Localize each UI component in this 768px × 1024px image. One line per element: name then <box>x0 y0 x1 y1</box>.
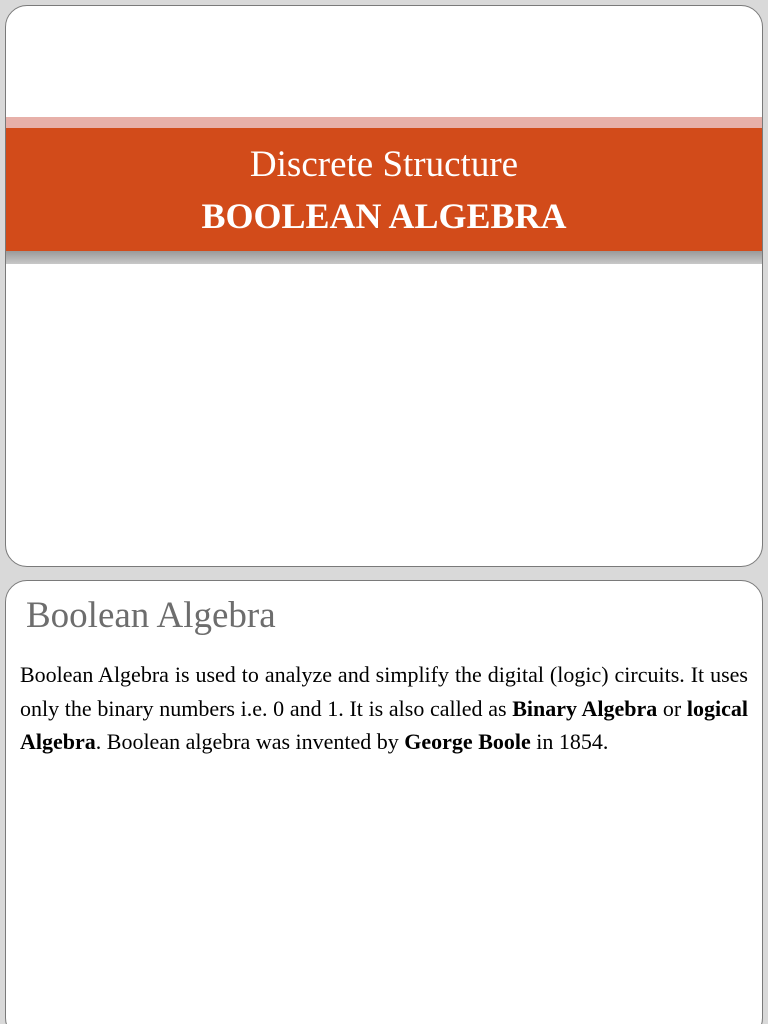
term-binary-algebra: Binary Algebra <box>512 695 658 721</box>
slide-title: BOOLEAN ALGEBRA <box>201 196 567 236</box>
content-paragraph <box>20 658 748 759</box>
inventor-name: George Boole <box>404 729 531 754</box>
content-heading: Boolean Algebra <box>26 595 276 636</box>
title-slide <box>5 5 763 567</box>
paragraph-text-4: in 1854. <box>530 729 609 754</box>
paragraph-text-1: Boolean Algebra is used to analyze and simplify the digital (logic) circuits. It uses only the binary numbers i.e. 0 and 1. It is also called as <box>20 662 748 721</box>
content-slide <box>5 580 763 1024</box>
paragraph-text-3: . Boolean algebra was invented by <box>95 729 405 754</box>
paragraph-text-2: or <box>657 695 687 721</box>
title-band-top-stripe <box>6 117 762 128</box>
slide-subtitle: Discrete Structure <box>249 144 519 185</box>
title-band-shadow <box>6 251 762 264</box>
term-logical-algebra: logical Algebra <box>20 695 748 754</box>
